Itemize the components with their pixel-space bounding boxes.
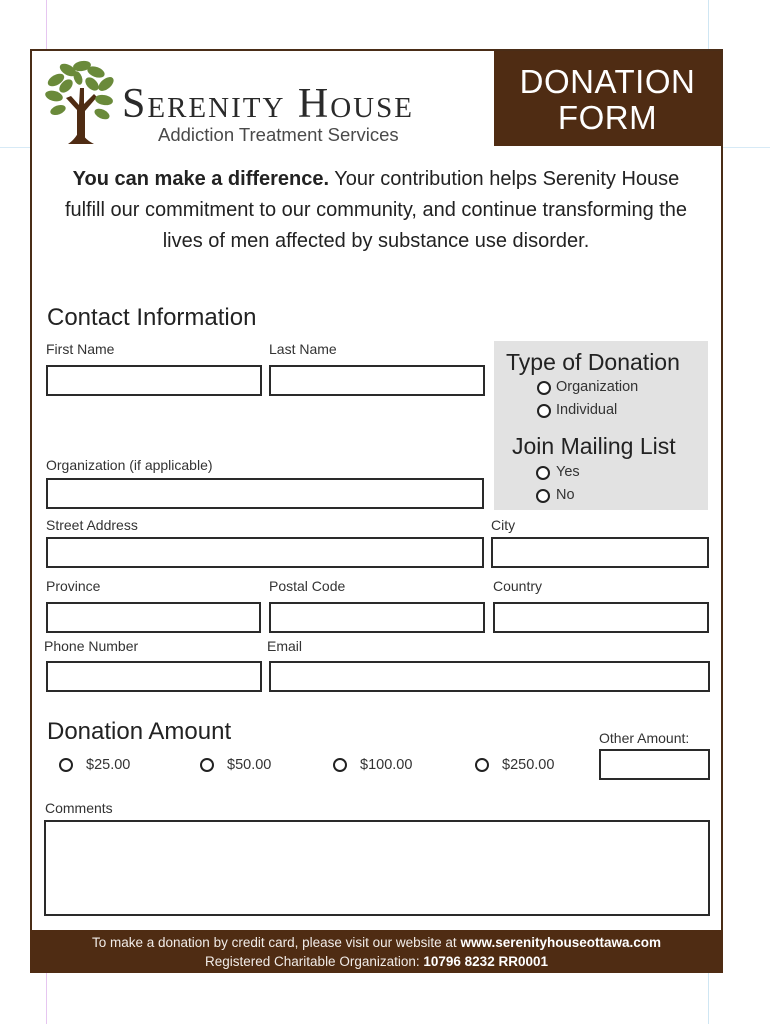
radio-mailing-yes[interactable] [536,466,550,480]
org-name: Serenity House [122,81,414,127]
radio-amount-100[interactable] [333,758,347,772]
province-label: Province [46,578,101,594]
option-no-label: No [556,487,575,503]
org-subtitle: Addiction Treatment Services [158,124,399,145]
donation-options-panel [494,341,708,510]
radio-amount-250[interactable] [475,758,489,772]
email-field[interactable] [269,661,710,692]
other-amount-field[interactable] [599,749,710,780]
city-label: City [491,517,516,533]
organization-label: Organization (if applicable) [46,457,213,473]
comments-field[interactable] [44,820,710,916]
form-title-line1: DONATION [519,63,696,100]
country-label: Country [493,578,543,594]
footer-registration-number: 10796 8232 RR0001 [423,954,548,969]
footer-website-link[interactable]: www.serenityhouseottawa.com [460,935,661,950]
country-field[interactable] [493,602,709,633]
option-yes-label: Yes [556,464,580,480]
radio-mailing-no[interactable] [536,489,550,503]
footer-line1 [30,935,723,950]
intro-bold: You can make a difference. [72,168,330,190]
phone-label: Phone Number [44,638,139,654]
email-label: Email [267,638,303,654]
city-field[interactable] [491,537,709,568]
street-field[interactable] [46,537,484,568]
option-organization-label: Organization [556,379,639,395]
form-title-line2: FORM [557,99,658,136]
type-of-donation-heading: Type of Donation [506,349,680,375]
first-name-label: First Name [46,341,115,357]
last-name-label: Last Name [269,341,337,357]
amount-50-label: $50.00 [227,757,272,773]
other-amount-label: Other Amount: [599,730,690,746]
last-name-field[interactable] [269,365,485,396]
footer-line2-text: Registered Charitable Organization: [205,954,424,969]
option-individual-label: Individual [556,402,618,418]
radio-amount-25[interactable] [59,758,73,772]
footer-bar [30,930,723,973]
street-label: Street Address [46,517,138,533]
mailing-list-heading: Join Mailing List [512,433,676,459]
amount-250-label: $250.00 [502,757,555,773]
first-name-field[interactable] [46,365,262,396]
organization-field[interactable] [46,478,484,509]
amount-25-label: $25.00 [86,757,131,773]
phone-field[interactable] [46,661,262,692]
postal-code-label: Postal Code [269,578,346,594]
footer-line2 [30,954,723,969]
postal-code-field[interactable] [269,602,485,633]
intro-paragraph [60,164,692,257]
contact-heading: Contact Information [47,304,257,331]
radio-organization[interactable] [537,381,551,395]
donation-amount-heading: Donation Amount [47,718,232,745]
province-field[interactable] [46,602,261,633]
comments-label: Comments [45,800,113,816]
footer-line1-text: To make a donation by credit card, please visit our website at [91,935,461,950]
radio-amount-50[interactable] [200,758,214,772]
amount-100-label: $100.00 [360,757,413,773]
radio-individual[interactable] [537,404,551,418]
tree-logo-icon [44,58,116,144]
form-title-banner [494,51,721,146]
intro-text: Your contribution helps Serenity House fulfill our commitment to our community, and continue transforming the lives of men affected by substance use disorder. [64,168,688,252]
